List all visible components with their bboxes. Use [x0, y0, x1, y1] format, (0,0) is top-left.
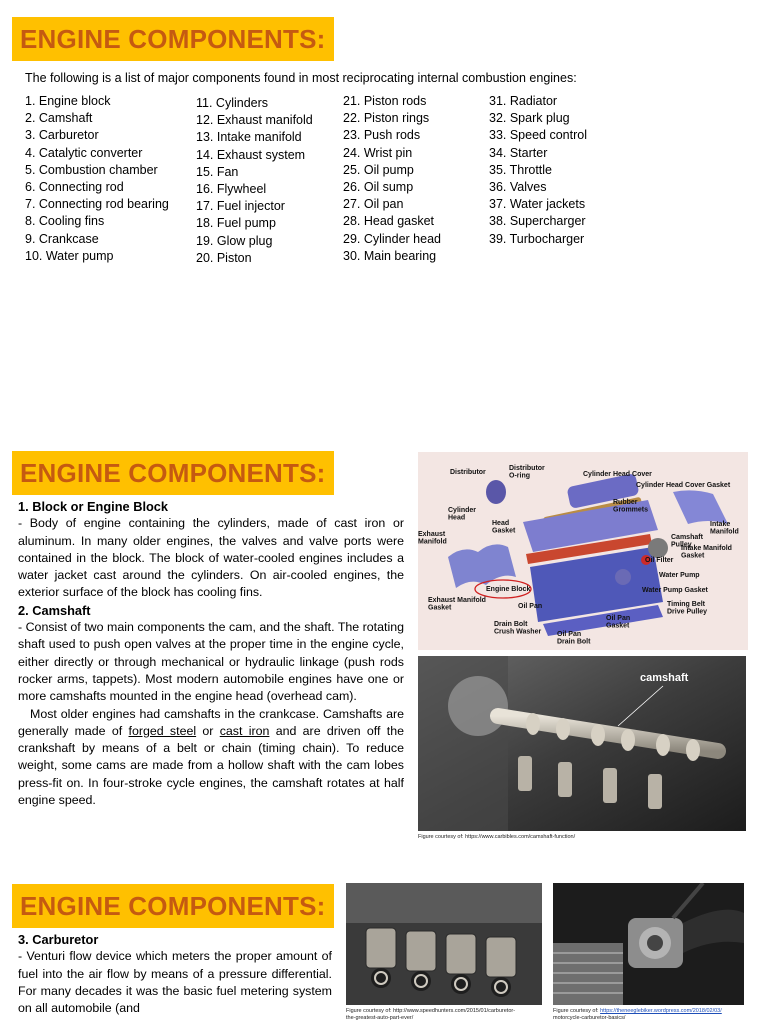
section2-text [18, 498, 404, 809]
block-description: - Body of engine containing the cylinders, made of cast iron or aluminum. In many older engines, the valves and valve ports were contained in the block. The block of water-cooled engines includes a water jacket cast around the cylinders. On air-cooled engines, the exterior surface of the block has cooling fins. [18, 516, 404, 600]
component-item: 22. Piston rings [343, 111, 430, 126]
diagram-label-distributor-oring: Distributor O-ring [509, 465, 545, 480]
component-item: 34. Starter [489, 145, 548, 160]
carburetor-photo-1-svg [346, 883, 542, 1005]
diagram-label-rubber-grommets: Rubber Grommets [613, 499, 649, 514]
forged-steel-link[interactable]: forged steel [128, 723, 197, 738]
diagram-label-exhaust-manifold-gasket: Exhaust Manifold Gasket [428, 597, 486, 612]
diagram-label-oil-pan: Oil Pan [518, 603, 543, 610]
component-list-col-3 [343, 93, 441, 265]
component-item: 28. Head gasket [343, 214, 435, 229]
component-item: 26. Oil sump [343, 179, 414, 194]
components-intro: The following is a list of major components found in most reciprocating internal combustion engines: [25, 71, 577, 85]
carburetor-photo-2 [553, 883, 744, 1005]
component-list-col-2 [196, 95, 313, 267]
diagram-label-cyl-head-cover-gasket: Cylinder Head Cover Gasket [636, 482, 731, 489]
carburetor-photo-1 [346, 883, 542, 1005]
diagram-label-cylinder-head: Cylinder Head [448, 507, 477, 522]
carburetor-description: - Venturi flow device which meters the proper amount of fuel into the air flow by means of a pressure differential. For many decades it was the basic fuel metering system on all automobile (and [18, 949, 332, 1016]
engine-diagram-svg [418, 452, 748, 650]
carburetor-photo-1-caption: Figure courtesy of: http://www.speedhunters.com/2015/01/carburetor- the-greatest-auto-part-ever/ [346, 1008, 516, 1021]
carburetor-photo-2-caption: Figure courtesy of: https://theneeglebiker.wordpress.com/2018/02/03/ motorcycle-carburetor-basics/ [553, 1008, 722, 1021]
component-item: 33. Speed control [489, 128, 587, 143]
component-item: 18. Fuel pump [196, 216, 276, 231]
component-item: 29. Cylinder head [343, 231, 441, 246]
component-item: 36. Valves [489, 179, 547, 194]
diagram-label-engine-block: Engine Block [486, 586, 531, 593]
diagram-label-camshaft-pulley: Camshaft Pulley [671, 534, 703, 549]
diagram-label-intake-manifold-gasket: Intake Manifold Gasket [681, 545, 732, 560]
component-item: 30. Main bearing [343, 248, 437, 263]
section1-heading: ENGINE COMPONENTS: [12, 17, 334, 61]
diagram-label-intake-manifold: Intake Manifold [710, 521, 739, 536]
component-item: 31. Radiator [489, 94, 558, 108]
component-item: 3. Carburetor [25, 128, 99, 143]
diagram-label-distributor: Distributor [450, 469, 486, 476]
component-item: 14. Exhaust system [196, 147, 306, 162]
component-item: 24. Wrist pin [343, 145, 413, 160]
section3-heading: ENGINE COMPONENTS: [12, 884, 334, 928]
component-item: 10. Water pump [25, 248, 114, 263]
camshaft-description-2: Most older engines had camshafts in the crankcase. Camshafts are generally made of forged steel or cast iron and are driven off the crankshaft by means of a belt or chain (timing chain). To reduce weight, some cams are made from a hollow shaft with the cam lobes press-fit on. In four-stroke cycle engines, the camshaft rotates at half engine speed. [18, 706, 404, 808]
component-item: 2. Camshaft [25, 111, 93, 126]
engine-exploded-diagram [418, 452, 748, 650]
camshaft-pulley-shape [648, 538, 668, 558]
component-item: 19. Glow plug [196, 233, 273, 248]
component-item: 17. Fuel injector [196, 199, 285, 214]
camshaft-photo-label: camshaft [640, 672, 689, 684]
carburetor-photo-2-svg [553, 883, 744, 1005]
diagram-label-timing-belt: Timing Belt Drive Pulley [667, 601, 708, 616]
component-item: 5. Combustion chamber [25, 162, 158, 177]
component-item: 38. Supercharger [489, 214, 586, 229]
diagram-label-exhaust-manifold: Exhaust Manifold [418, 531, 447, 546]
component-item: 7. Connecting rod bearing [25, 197, 169, 212]
camshaft-description-1: - Consist of two main components the cam, and the shaft. The rotating shaft used to push open valves at the proper time in the engine cycle, either directly or through mechanical or hydraulic linkage (push rods rocker arms, tappets). Most modern automobile engines have one or more camshafts mounted in the engine head (overhead cam). [18, 620, 404, 704]
component-item: 6. Connecting rod [25, 179, 124, 194]
diagram-label-oil-pan-drain-bolt: Oil Pan Drain Bolt [557, 631, 591, 646]
component-item: 32. Spark plug [489, 111, 570, 126]
component-item: 4. Catalytic converter [25, 145, 143, 160]
component-item: 16. Flywheel [196, 181, 267, 196]
component-item: 27. Oil pan [343, 197, 404, 212]
component-item: 37. Water jackets [489, 197, 586, 212]
diagram-label-oil-filter: Oil Filter [645, 557, 674, 564]
section2-heading: ENGINE COMPONENTS: [12, 451, 334, 495]
component-item: 8. Cooling fins [25, 214, 105, 229]
camshaft-title: 2. Camshaft [18, 602, 91, 618]
component-item: 11. Cylinders [196, 96, 269, 110]
component-item: 1. Engine block [25, 94, 111, 108]
block-title: 1. Block or Engine Block [18, 499, 169, 514]
component-item: 25. Oil pump [343, 162, 414, 177]
component-item: 9. Crankcase [25, 231, 99, 246]
diagram-label-oil-pan-gasket: Oil Pan Gasket [606, 615, 631, 630]
camshaft-photo-svg [418, 656, 746, 831]
water-pump-shape [615, 569, 631, 585]
cast-iron-link[interactable]: cast iron [219, 723, 270, 738]
section3-text [18, 931, 332, 1017]
carburetor-title: 3. Carburetor [18, 932, 99, 947]
diagram-label-water-pump: Water Pump [659, 572, 700, 579]
distributor-shape [486, 480, 506, 504]
carburetor-source-link[interactable]: https://theneeglebiker.wordpress.com/2018/02/03/ [600, 1008, 722, 1014]
camshaft-photo-caption: Figure courtesy of: https://www.carbibles.com/camshaft-function/ [418, 834, 576, 840]
component-item: 20. Piston [196, 250, 252, 265]
diagram-label-cyl-head-cover: Cylinder Head Cover [583, 471, 652, 478]
component-item: 21. Piston rods [343, 94, 427, 108]
camshaft-photo [418, 656, 746, 831]
diagram-label-head-gasket: Head Gasket [492, 520, 516, 535]
component-item: 13. Intake manifold [196, 130, 302, 145]
component-item: 12. Exhaust manifold [196, 113, 313, 128]
diagram-label-water-pump-gasket: Water Pump Gasket [642, 587, 708, 594]
component-item: 15. Fan [196, 164, 239, 179]
diagram-label-drain-bolt-washer: Drain Bolt Crush Washer [494, 621, 542, 636]
component-item: 35. Throttle [489, 162, 553, 177]
component-list-col-4 [489, 93, 587, 248]
component-list-col-1 [25, 93, 169, 265]
component-item: 23. Push rods [343, 128, 421, 143]
component-item: 39. Turbocharger [489, 231, 585, 246]
